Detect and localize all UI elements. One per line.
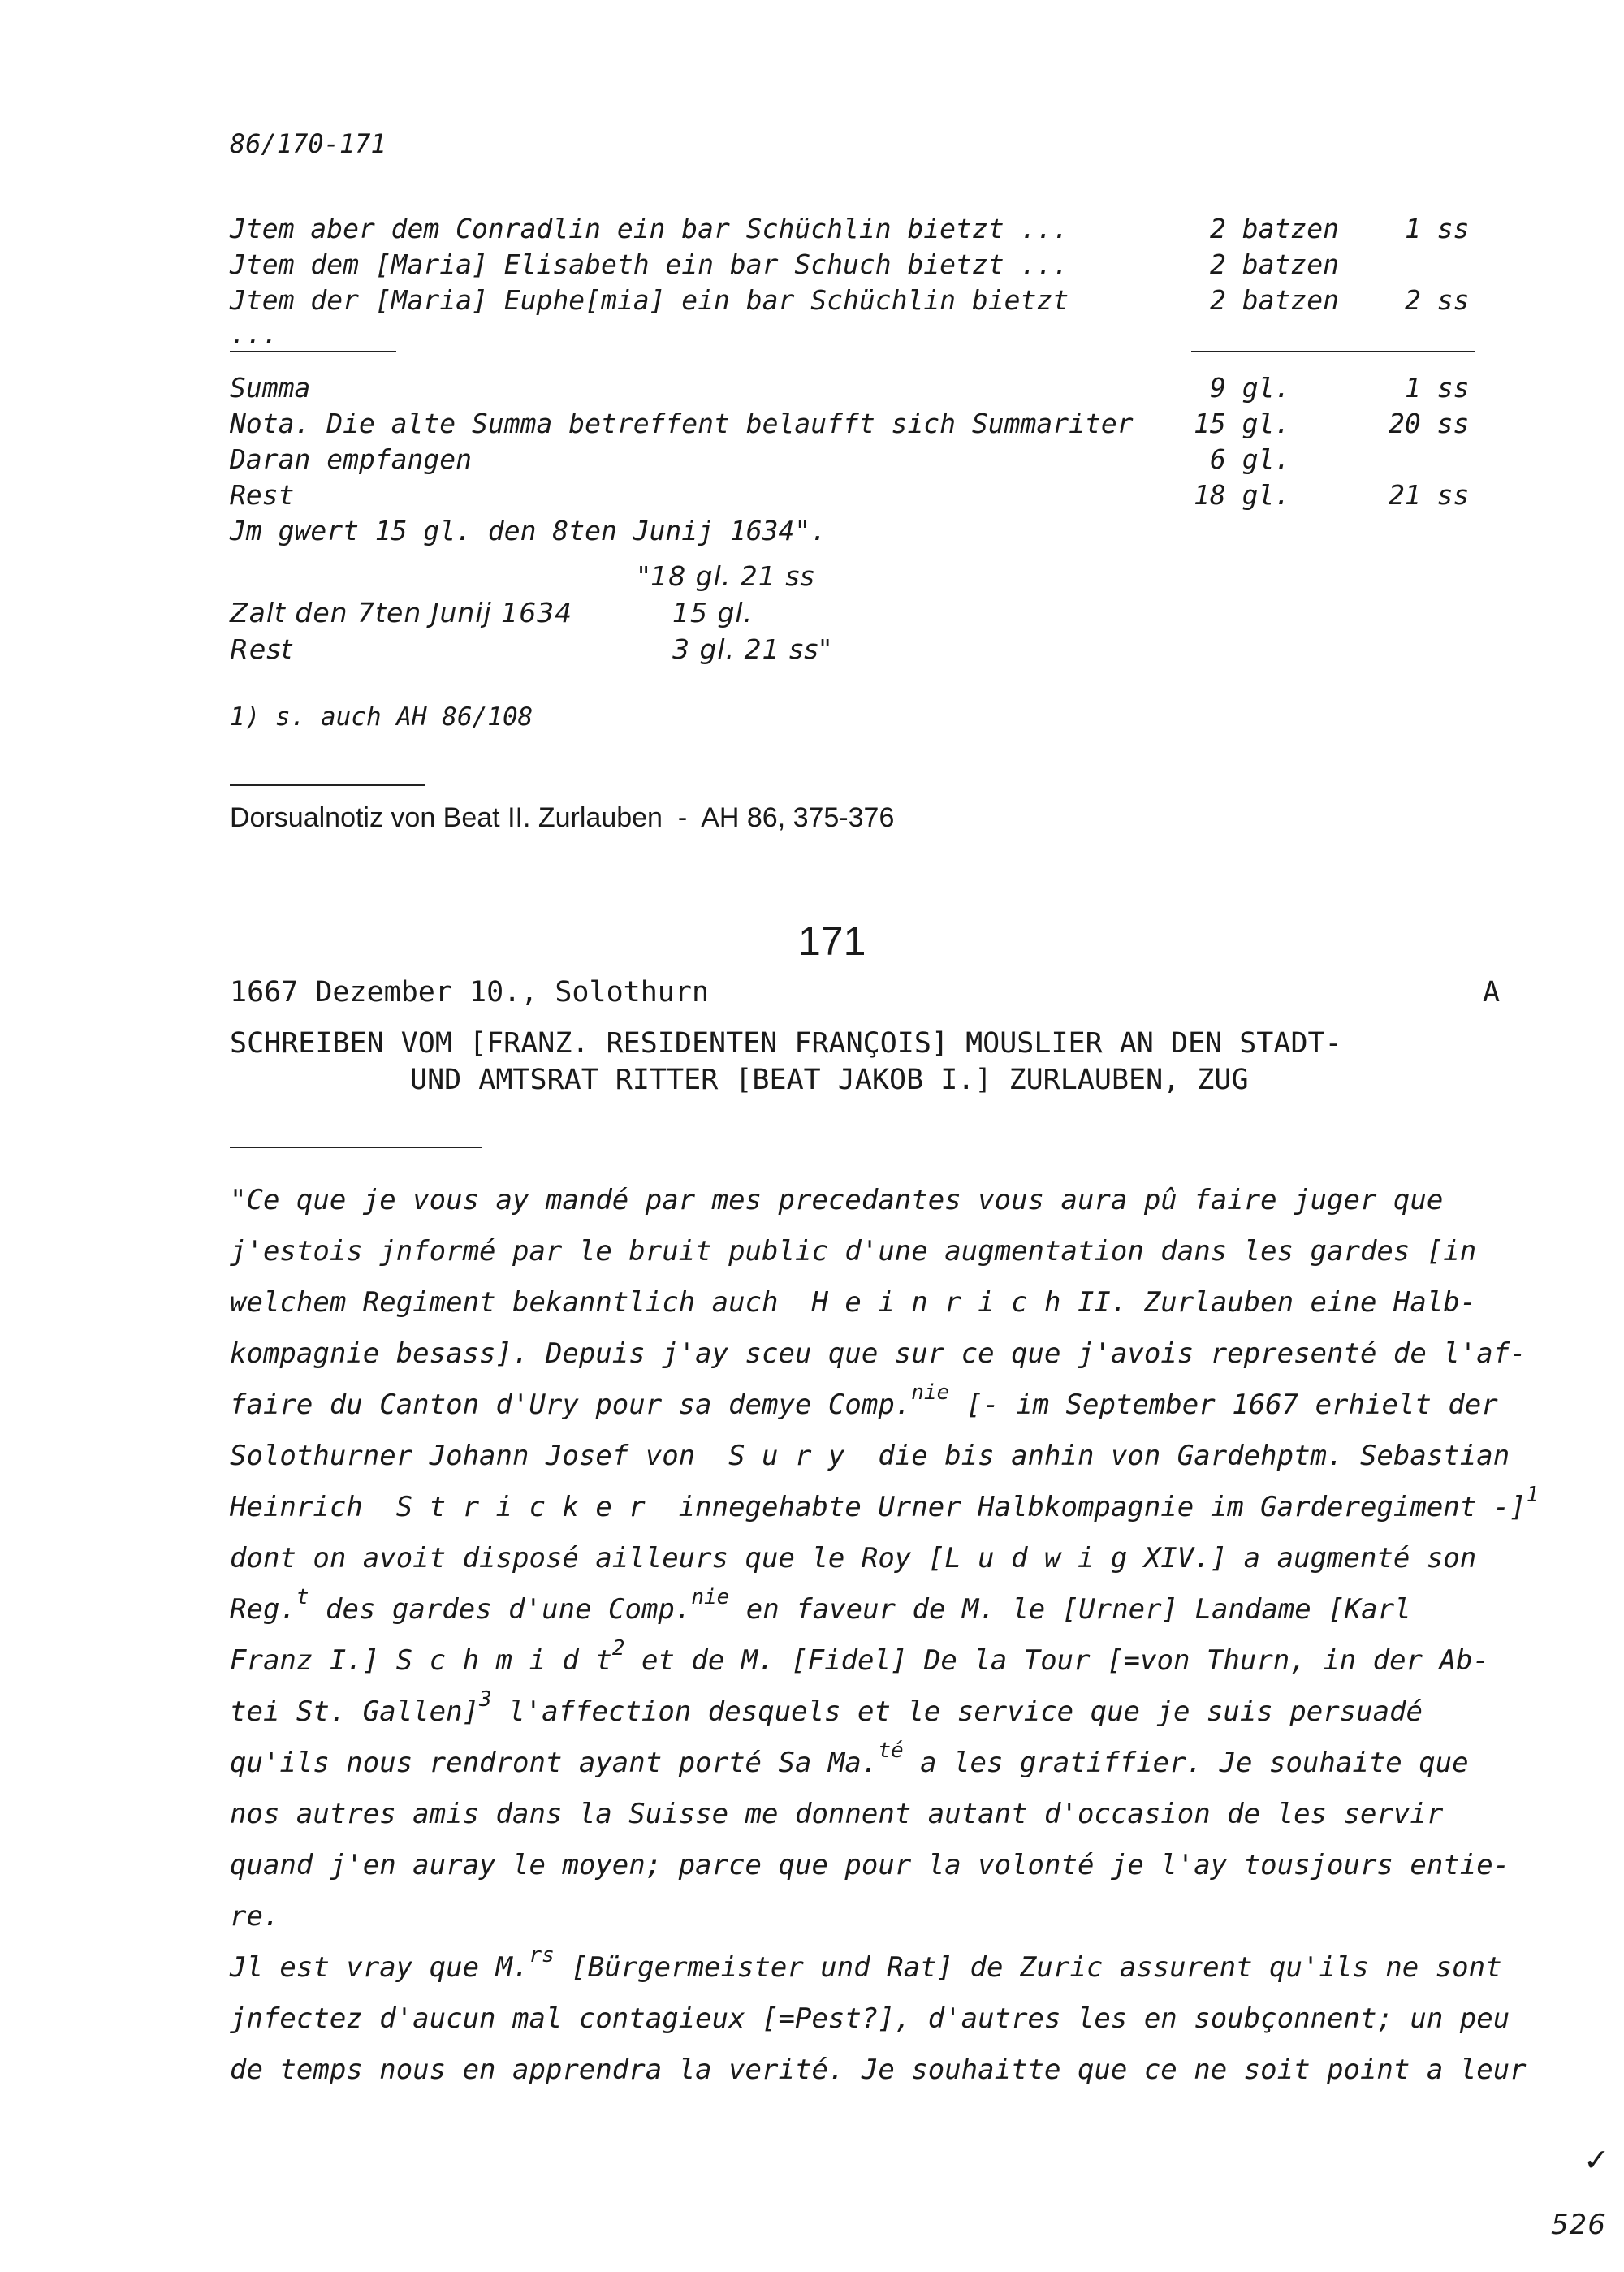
handwritten-label: Zalt den 7ten Junij 1634 [230, 597, 573, 628]
ledger-total-ss: 21 ss [1389, 479, 1470, 511]
ledger-total-amount: 18 gl. [1194, 479, 1291, 511]
page-number: 526 [1551, 2209, 1606, 2241]
handwritten-value: 3 gl. 21 ss" [672, 633, 832, 665]
body-text: [Bürgermeister und Rat] de Zuric assurent qu'ils ne sont [554, 1951, 1502, 1984]
body-line: jnfectez d'aucun mal contagieux [=Pest?], d'autres les en soubçonnent; un peu [230, 2002, 1510, 2035]
ledger-item-ss: 2 ss [1405, 284, 1470, 316]
superscript: nie [691, 1584, 730, 1609]
document-number: 171 [798, 918, 866, 964]
body-text: Reg. [230, 1593, 296, 1626]
ledger-total-ss: 1 ss [1405, 372, 1470, 404]
footnote-marker: 1 [1526, 1482, 1540, 1507]
ledger-total-amount: 6 gl. [1210, 443, 1291, 475]
ledger-item-text: Jtem aber dem Conradlin ein bar Schüchlin bietzt ... [230, 213, 1069, 244]
body-line: "Ce que je vous ay mandé par mes precedantes vous aura pû faire juger que [230, 1184, 1444, 1216]
ledger-closing: Jm gwert 15 gl. den 8ten Junij 1634". [230, 515, 827, 546]
handwritten-line: "18 gl. 21 ss [637, 560, 815, 592]
body-text: a les gratiffier. Je souhaite que [903, 1747, 1469, 1779]
ledger-total-amount: 9 gl. [1210, 372, 1291, 404]
body-line [230, 1380, 1498, 1421]
body-text: faire du Canton d'Ury pour sa demye Comp. [230, 1389, 912, 1421]
body-text: Jl est vray que M. [230, 1951, 529, 1984]
ledger-item-amount: 2 batzen [1210, 248, 1339, 280]
footnote: 1) s. auch AH 86/108 [230, 702, 533, 732]
body-line: nos autres amis dans la Suisse me donnent autant d'occasion de les servir [230, 1798, 1444, 1830]
ledger-ellipsis: ... [230, 318, 279, 350]
ledger-item-amount: 2 batzen [1210, 213, 1339, 244]
body-text: Heinrich S t r i c k e r innegehabte Urner Halbkompagnie im Garderegiment -] [230, 1491, 1527, 1523]
body-text: qu'ils nous rendront ayant porté Sa Ma. [230, 1747, 879, 1779]
ledger-total-amount: 15 gl. [1194, 408, 1291, 439]
document-marker: A [1483, 976, 1501, 1009]
body-text: et de M. [Fidel] De la Tour [=von Thurn, in der Ab- [624, 1644, 1489, 1677]
body-line: de temps nous en apprendra la verité. Je souhaitte que ce ne soit point a leur [230, 2054, 1527, 2086]
footnote-marker: 2 [611, 1635, 625, 1661]
body-line: kompagnie besass]. Depuis j'ay sceu que sur ce que j'avois representé de l'af- [230, 1337, 1527, 1370]
body-line: re. [230, 1900, 280, 1933]
ledger-total-ss: 20 ss [1389, 408, 1470, 439]
body-line [230, 1482, 1540, 1523]
body-text: tei St. Gallen] [230, 1695, 480, 1728]
footnote-divider [230, 784, 425, 786]
dorsual-note: Dorsualnotiz von Beat II. Zurlauben - AH 86, 375-376 [230, 802, 895, 833]
ledger-total-text: Summa [230, 372, 311, 404]
check-mark-icon: ✓ [1583, 2142, 1609, 2178]
body-line: Solothurner Johann Josef von S u r y die bis anhin von Gardehptm. Sebastian [230, 1440, 1510, 1472]
body-line [230, 1942, 1502, 1984]
body-line [230, 1635, 1489, 1677]
title-divider [230, 1147, 482, 1148]
superscript: nie [911, 1380, 950, 1405]
superscript: t [296, 1584, 309, 1609]
ledger-total-text: Daran empfangen [230, 443, 473, 475]
footnote-marker: 3 [479, 1687, 492, 1712]
body-text: en faveur de M. le [Urner] Landame [Karl [729, 1593, 1411, 1626]
body-text: [- im September 1667 erhielt der [949, 1389, 1498, 1421]
superscript: té [878, 1738, 904, 1763]
body-text: Franz I.] S c h m i d t [230, 1644, 612, 1677]
body-line: quand j'en auray le moyen; parce que pour la volonté je l'ay tousjours entie- [230, 1849, 1510, 1881]
handwritten-label: Rest [230, 633, 293, 665]
ledger-item-text: Jtem der [Maria] Euphe[mia] ein bar Schüchlin bietzt [230, 284, 1069, 316]
document-title-line: UND AMTSRAT RITTER [BEAT JAKOB I.] ZURLAUBEN, ZUG [410, 1064, 1249, 1096]
ledger-total-text: Nota. Die alte Summa betreffent belaufft sich Summariter [230, 408, 1134, 439]
ledger-item-ss: 1 ss [1405, 213, 1470, 244]
body-text: des gardes d'une Comp. [309, 1593, 692, 1626]
ledger-divider-left [230, 351, 396, 352]
ledger-item-text: Jtem dem [Maria] Elisabeth ein bar Schuch bietzt ... [230, 248, 1069, 280]
body-line [230, 1738, 1469, 1779]
body-text: l'affection desquels et le service que je suis persuadé [491, 1695, 1423, 1728]
ledger-divider-right [1191, 351, 1475, 352]
body-line [230, 1687, 1423, 1728]
page-reference: 86/170-171 [230, 128, 387, 159]
handwritten-value: 15 gl. [672, 597, 754, 628]
body-line: welchem Regiment bekanntlich auch H e i n r i c h II. Zurlauben eine Halb- [230, 1286, 1477, 1319]
body-line: j'estois jnformé par le bruit public d'une augmentation dans les gardes [in [230, 1235, 1477, 1268]
document-title-line: SCHREIBEN VOM [FRANZ. RESIDENTEN FRANÇOIS] MOUSLIER AN DEN STADT- [230, 1027, 1342, 1060]
document-date-place: 1667 Dezember 10., Solothurn [230, 976, 710, 1009]
superscript: rs [529, 1942, 555, 1967]
ledger-total-text: Rest [230, 479, 295, 511]
ledger-item-amount: 2 batzen [1210, 284, 1339, 316]
body-line [230, 1584, 1411, 1626]
body-line: dont on avoit disposé ailleurs que le Roy [L u d w i g XIV.] a augmenté son [230, 1542, 1477, 1574]
